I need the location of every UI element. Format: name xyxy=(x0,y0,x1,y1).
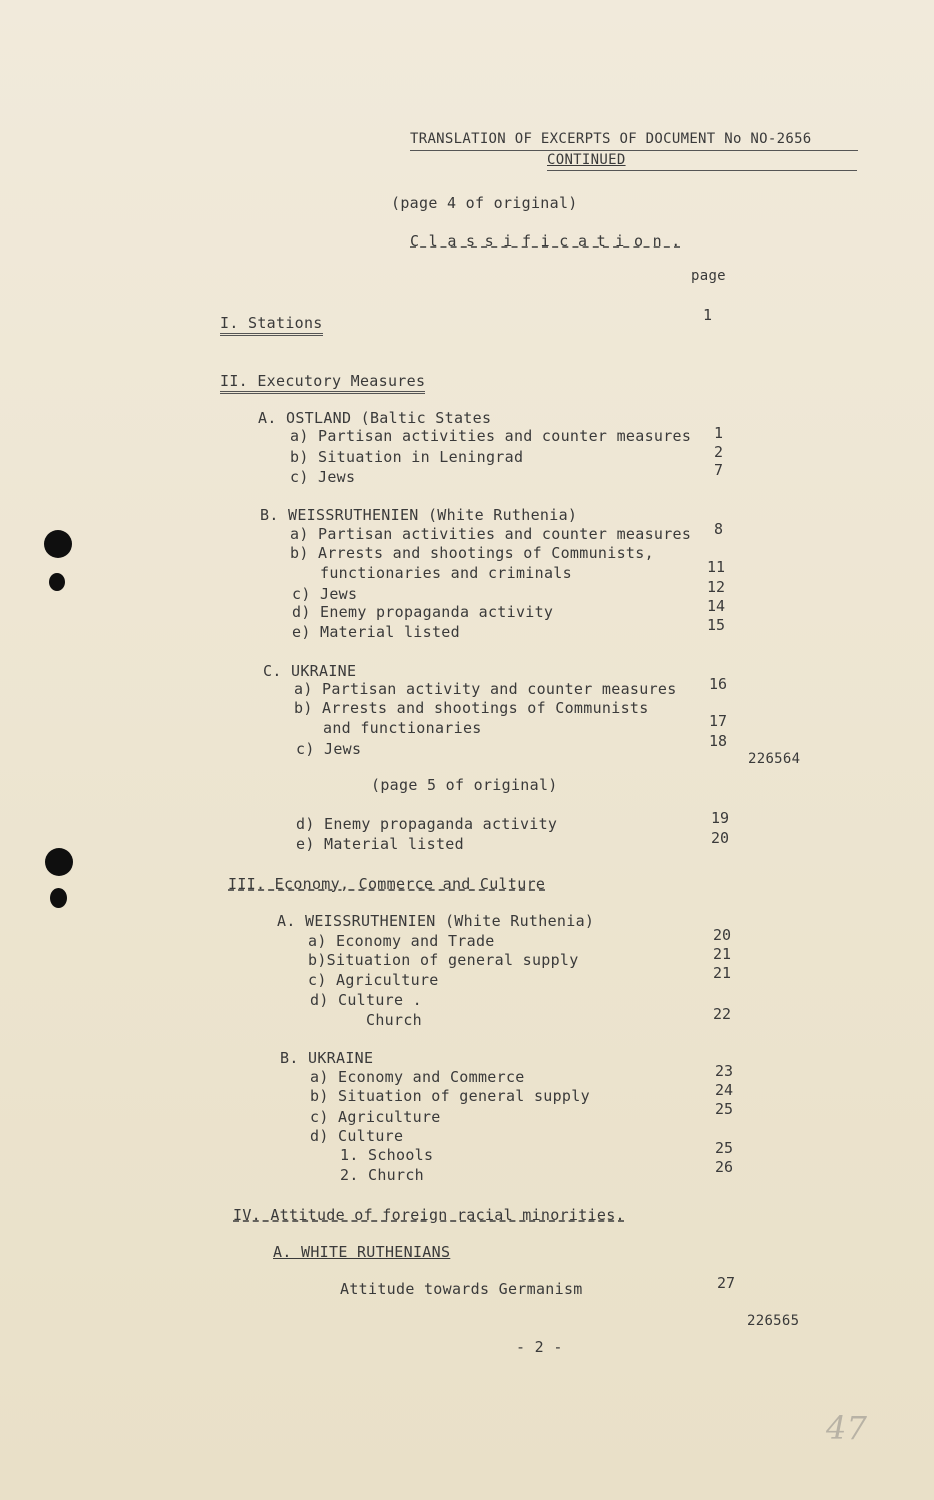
document-title: TRANSLATION OF EXCERPTS OF DOCUMENT No NO-2656 xyxy=(410,131,812,147)
section-4-text: IV. Attitude of foreign racial minorities. xyxy=(233,1206,625,1224)
list-item-page: 15 xyxy=(707,616,726,634)
list-item: a) Economy and Commerce xyxy=(310,1068,525,1086)
section-3a-label: A. WEISSRUTHENIEN (White Ruthenia) xyxy=(277,912,595,930)
list-item: b)Situation of general supply xyxy=(308,951,579,969)
list-item: a) Economy and Trade xyxy=(308,932,495,950)
list-item-page: 27 xyxy=(717,1274,736,1292)
list-item: c) Jews xyxy=(292,585,358,603)
list-item: b) Arrests and shootings of Communists, xyxy=(290,544,654,562)
handwritten-mark: 47 xyxy=(826,1409,868,1447)
page-number: - 2 - xyxy=(516,1338,563,1356)
list-item-page: 25 xyxy=(715,1100,734,1118)
section-1-text: I. Stations xyxy=(220,314,323,336)
list-item: d) Culture . xyxy=(310,991,422,1009)
list-item: d) Enemy propaganda activity xyxy=(292,603,554,621)
punch-hole xyxy=(45,848,73,876)
list-item-page: 21 xyxy=(713,945,732,963)
list-item: b) Arrests and shootings of Communists xyxy=(294,699,649,717)
continued-label: CONTINUED xyxy=(547,152,626,168)
list-item-page: 26 xyxy=(715,1158,734,1176)
list-item-page: 24 xyxy=(715,1081,734,1099)
list-item-page: 20 xyxy=(713,926,732,944)
section-2a-label: A. OSTLAND (Baltic States xyxy=(258,409,492,427)
list-item: d) Enemy propaganda activity xyxy=(296,815,558,833)
punch-hole xyxy=(49,573,65,591)
punch-hole xyxy=(44,530,72,558)
list-item: e) Material listed xyxy=(292,623,460,641)
continued-underline xyxy=(547,170,857,171)
section-4a-text: A. WHITE RUTHENIANS xyxy=(273,1243,451,1261)
section-1-page: 1 xyxy=(703,306,713,324)
list-item-page: 11 xyxy=(707,558,726,576)
list-item: b) Situation in Leningrad xyxy=(290,448,524,466)
list-item-page: 7 xyxy=(714,461,724,479)
list-item-page: 14 xyxy=(707,597,726,615)
list-item-page: 22 xyxy=(713,1005,732,1023)
list-item-page: 12 xyxy=(707,578,726,596)
list-item: a) Partisan activity and counter measures xyxy=(294,680,677,698)
stamp-number: 226564 xyxy=(748,751,801,767)
section-2-text: II. Executory Measures xyxy=(220,372,425,394)
section-4-label xyxy=(233,1206,625,1224)
title-underline xyxy=(410,150,858,151)
page-note-original-5: (page 5 of original) xyxy=(371,776,558,794)
list-item: d) Culture xyxy=(310,1127,404,1145)
section-1-label xyxy=(220,314,323,332)
page-column-label: page xyxy=(691,268,726,284)
list-item: and functionaries xyxy=(323,719,482,737)
list-item-page: 16 xyxy=(709,675,728,693)
list-item-page: 8 xyxy=(714,520,724,538)
list-item-page: 21 xyxy=(713,964,732,982)
page-note-original-4: (page 4 of original) xyxy=(391,194,578,212)
section-3-label xyxy=(228,875,545,893)
list-item: e) Material listed xyxy=(296,835,464,853)
list-item: 1. Schools xyxy=(340,1146,434,1164)
list-item: Attitude towards Germanism xyxy=(340,1280,583,1298)
list-item: Church xyxy=(366,1011,422,1029)
list-item: c) Jews xyxy=(296,740,362,758)
section-2b-label: B. WEISSRUTHENIEN (White Ruthenia) xyxy=(260,506,578,524)
list-item-page: 1 xyxy=(714,424,724,442)
list-item: a) Partisan activities and counter measures xyxy=(290,525,692,543)
list-item-page: 17 xyxy=(709,712,728,730)
stamp-number: 226565 xyxy=(747,1313,800,1329)
section-2c-text: C. UKRAINE xyxy=(263,662,357,680)
section-3b-label xyxy=(280,1049,373,1067)
list-item: c) Agriculture xyxy=(310,1108,441,1126)
section-2c-label xyxy=(263,662,356,680)
list-item: b) Situation of general supply xyxy=(310,1087,590,1105)
list-item: a) Partisan activities and counter measures xyxy=(290,427,692,445)
section-4a-label xyxy=(273,1243,450,1261)
list-item-page: 23 xyxy=(715,1062,734,1080)
list-item: 2. Church xyxy=(340,1166,424,1184)
list-item: c) Jews xyxy=(290,468,356,486)
list-item: c) Agriculture xyxy=(308,971,439,989)
list-item-page: 20 xyxy=(711,829,730,847)
list-item-page: 19 xyxy=(711,809,730,827)
section-3-text: III. Economy, Commerce and Culture xyxy=(228,875,546,893)
list-item: functionaries and criminals xyxy=(320,564,572,582)
section-3b-text: B. UKRAINE xyxy=(280,1049,374,1067)
punch-hole xyxy=(50,888,67,908)
list-item-page: 25 xyxy=(715,1139,734,1157)
list-item-page: 2 xyxy=(714,443,724,461)
section-2-label xyxy=(220,372,425,390)
classification-heading: C l a s s i f i c a t i o n . xyxy=(410,232,681,250)
list-item-page: 18 xyxy=(709,732,728,750)
